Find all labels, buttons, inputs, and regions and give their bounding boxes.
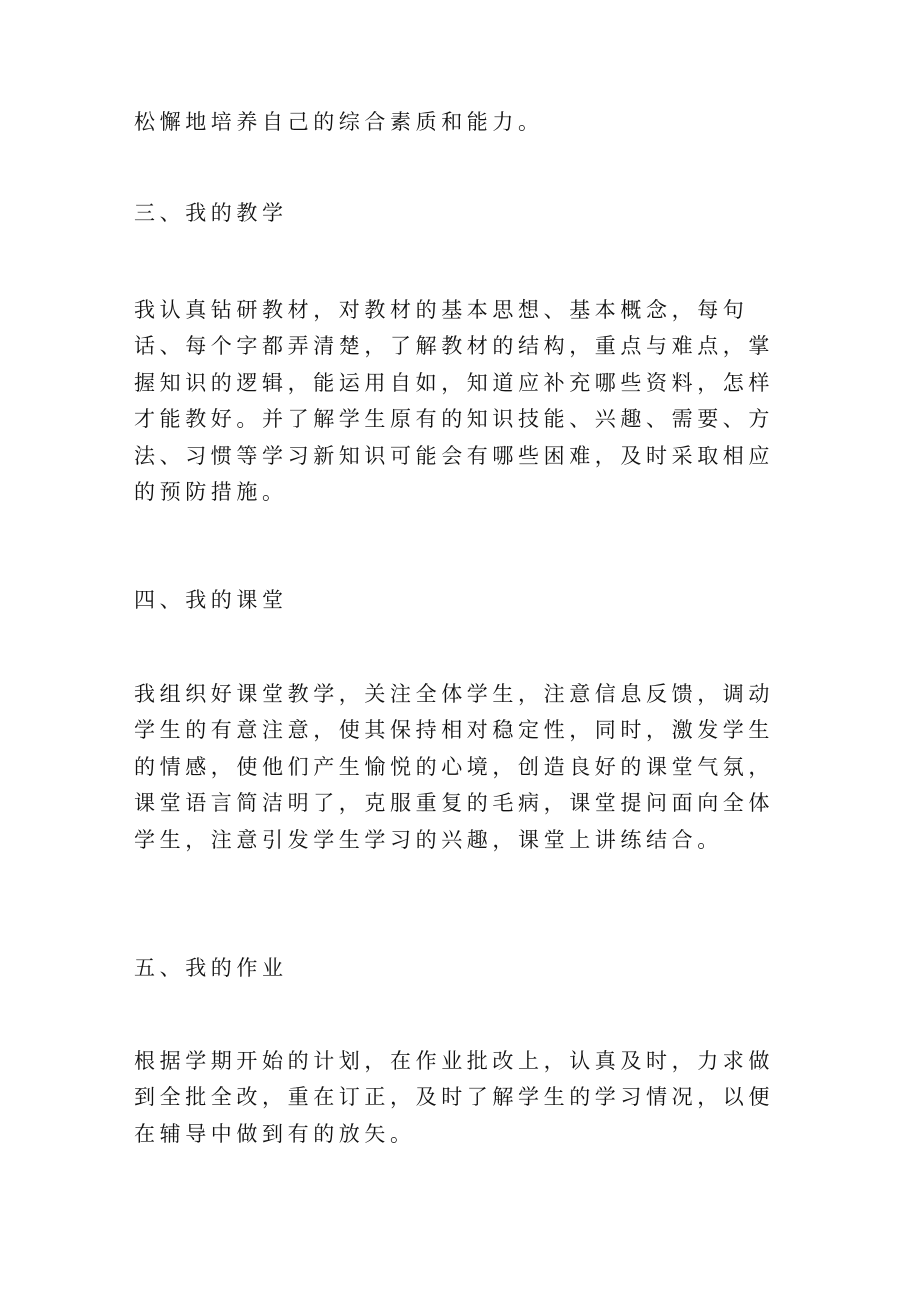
paragraph-continuation: 松懈地培养自己的综合素质和能力。: [134, 110, 544, 134]
section-heading-teaching: 三、我的教学: [134, 201, 288, 225]
section-heading-classroom: 四、我的课堂: [134, 588, 288, 612]
paragraph-teaching: 我认真钻研教材，对教材的基本思想、基本概念，每句话、每个字都弄清楚，了解教材的结构，重点与难点，掌握知识的逻辑，能运用自如，知道应补充哪些资料，怎样才能教好。并了解学生原有的知识技能、兴趣、需要、方法、习惯等学习新知识可能会有哪些困难，及时采取相应的预防措施。: [134, 298, 774, 505]
paragraph-classroom: 我组织好课堂教学，关注全体学生，注意信息反馈，调动学生的有意注意，使其保持相对稳定性，同时，激发学生的情感，使他们产生愉悦的心境，创造良好的课堂气氛，课堂语言简洁明了，克服重复的毛病，课堂提问面向全体学生，注意引发学生学习的兴趣，课堂上讲练结合。: [134, 682, 774, 852]
section-heading-homework: 五、我的作业: [134, 956, 288, 980]
paragraph-homework: 根据学期开始的计划，在作业批改上，认真及时，力求做到全批全改，重在订正，及时了解学生的学习情况，以便在辅导中做到有的放矢。: [134, 1049, 774, 1146]
